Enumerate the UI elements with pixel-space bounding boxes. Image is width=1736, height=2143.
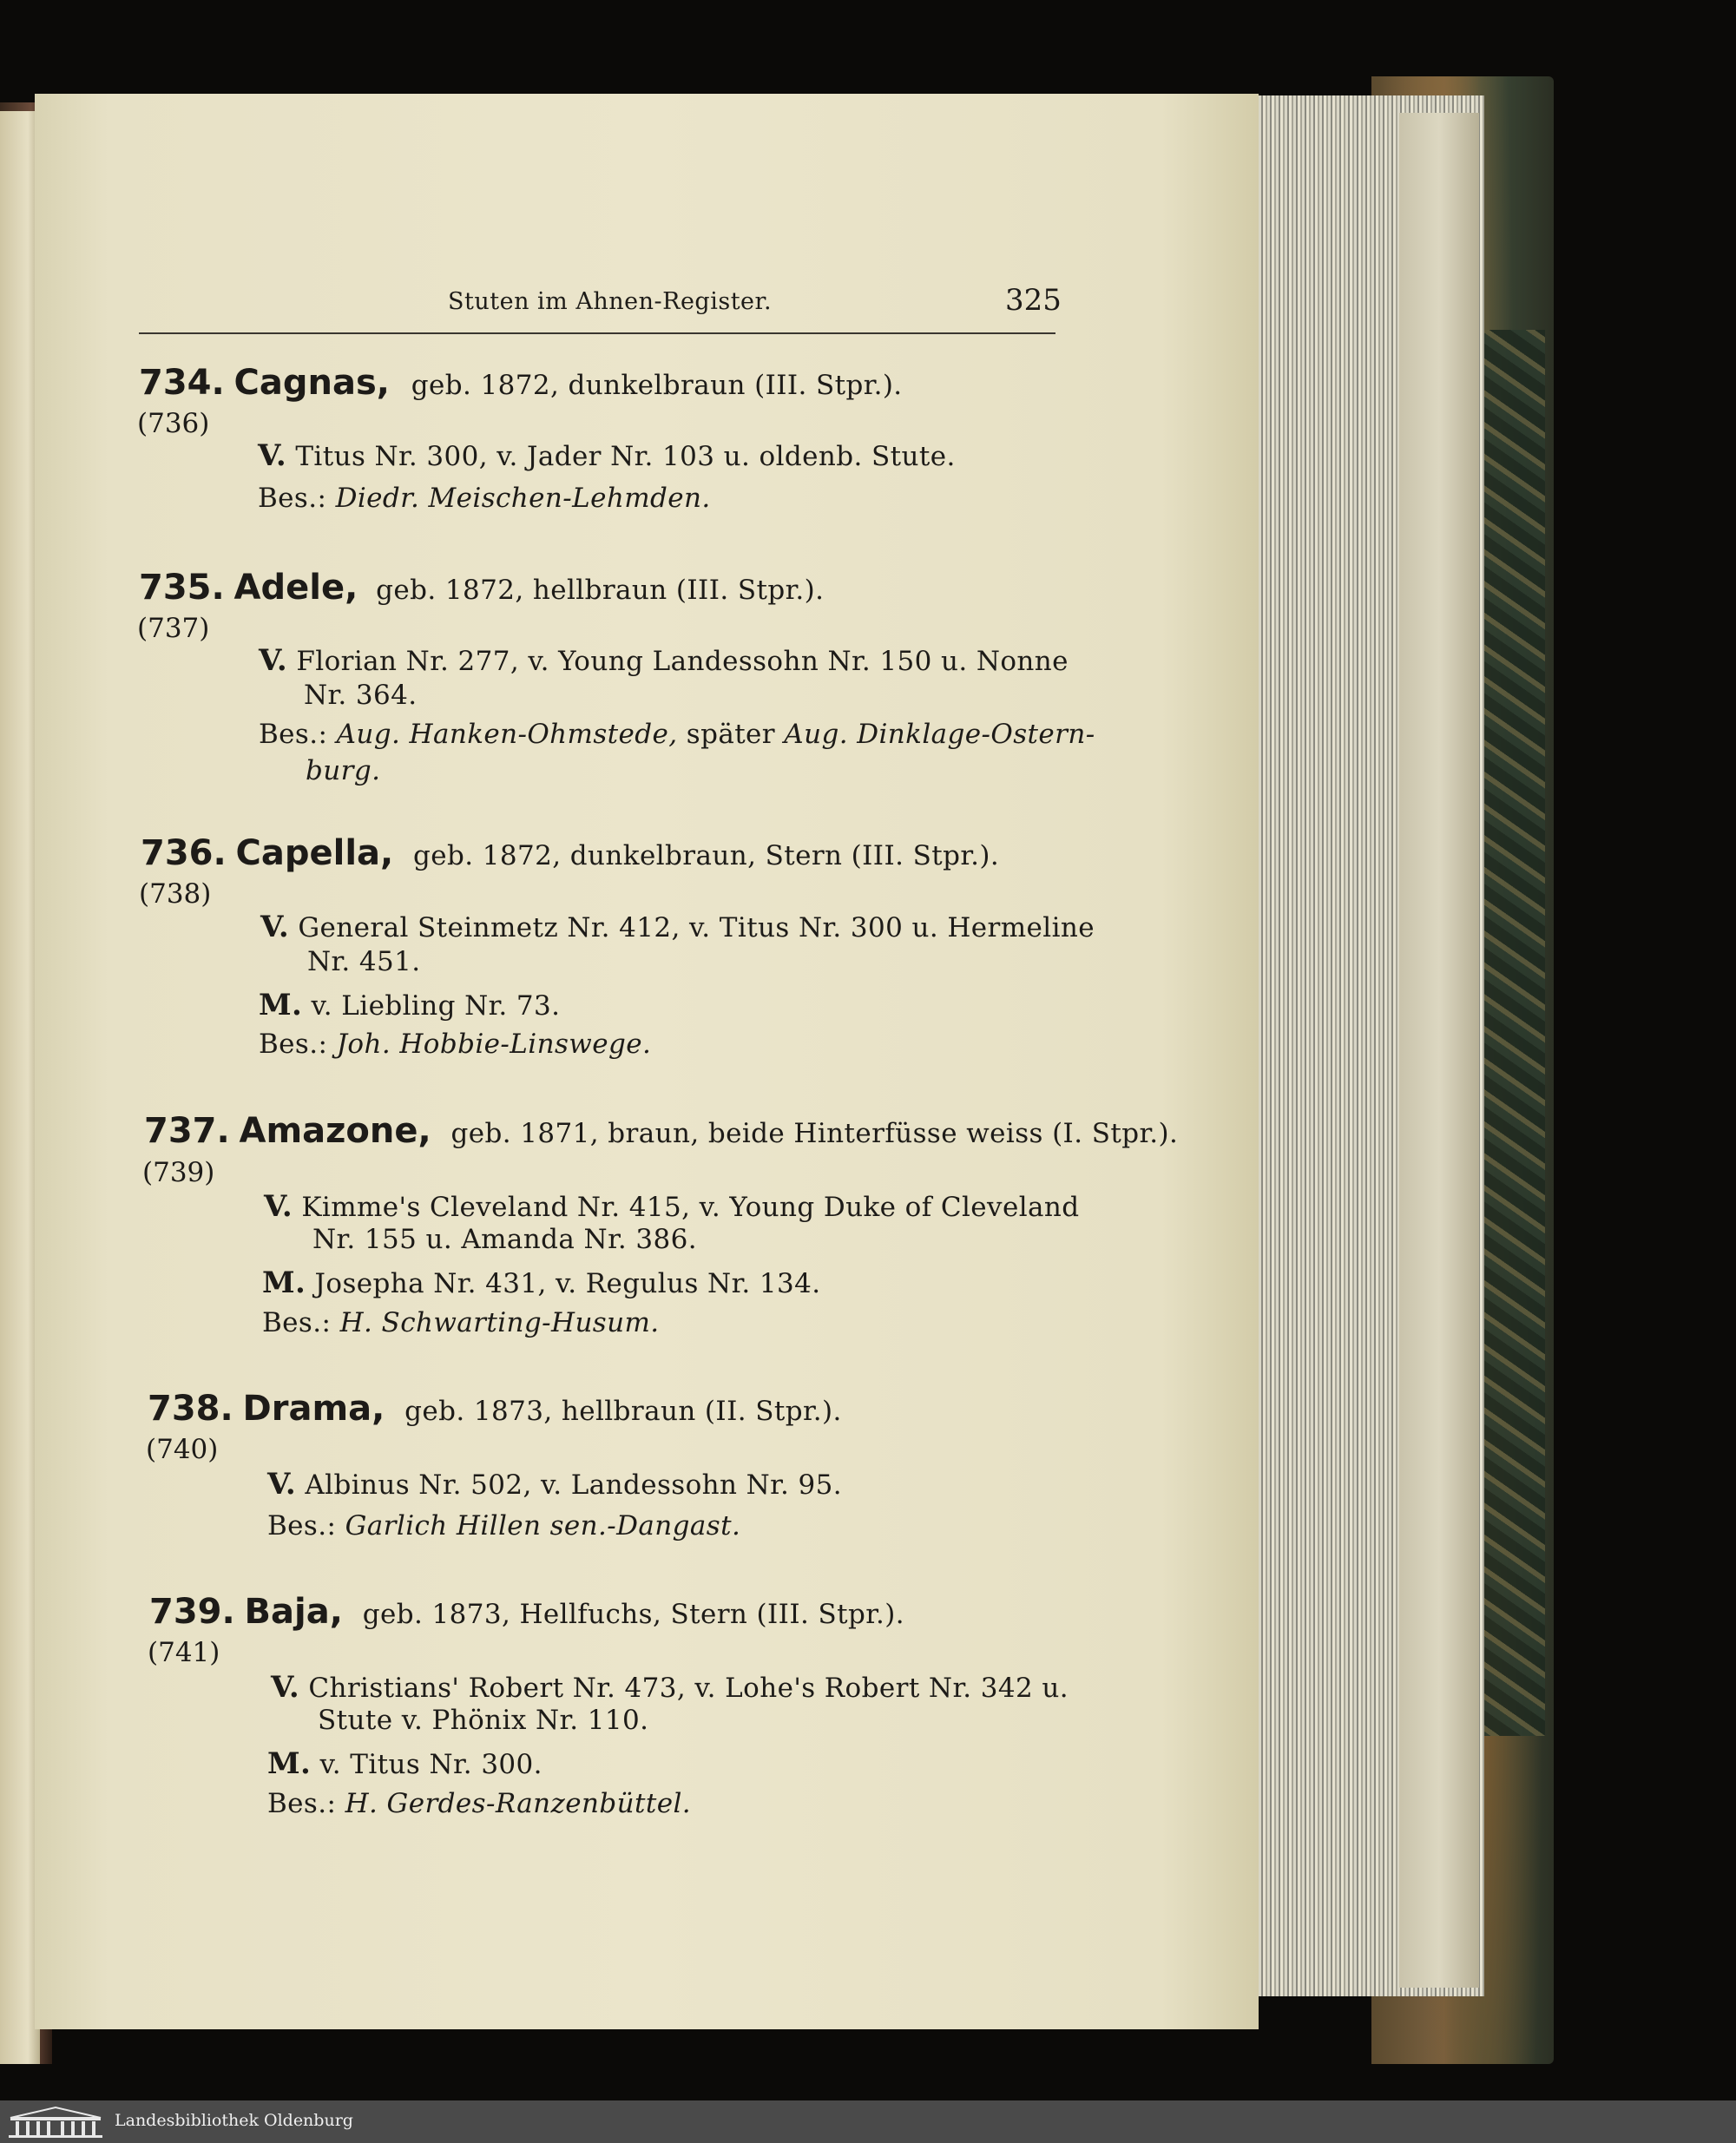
sire-line xyxy=(260,910,1095,944)
entry-details: geb. 1872, dunkelbraun (III. Stpr.). xyxy=(411,370,903,401)
owner-line xyxy=(267,1510,740,1542)
entry-number: 736. xyxy=(141,833,227,873)
owner-text: H. Gerdes-Ranzenbüttel. xyxy=(345,1788,692,1819)
entry-details: geb. 1871, braun, beide Hinterfüsse weiss (I. Stpr.). xyxy=(450,1118,1179,1149)
sire-line xyxy=(259,643,1069,678)
owner-text: Diedr. Meischen-Lehmden. xyxy=(335,483,711,514)
entry-number: 737. xyxy=(144,1111,230,1151)
owner-line xyxy=(258,483,711,514)
viewer-footer xyxy=(0,2100,1736,2143)
sire-label: V. xyxy=(260,910,290,944)
entry-heading xyxy=(149,1592,904,1632)
sire-text: Florian Nr. 277, v. Young Landessohn Nr. 150 u. Nonne xyxy=(296,646,1069,677)
entry-ref: (736) xyxy=(137,408,210,439)
owner-text: H. Schwarting-Husum. xyxy=(339,1307,660,1338)
entry-heading xyxy=(148,1389,842,1429)
entry-ref: (739) xyxy=(142,1157,215,1188)
library-name: Landesbibliothek Oldenburg xyxy=(115,2111,353,2130)
sire-text: Christians' Robert Nr. 473, v. Lohe's Robert Nr. 342 u. xyxy=(308,1673,1069,1704)
dam-line xyxy=(267,1746,542,1781)
entry-heading xyxy=(141,833,999,873)
owner-line xyxy=(262,1307,660,1338)
owner-text: Aug. Hanken-Ohmstede, xyxy=(336,719,678,750)
entry-ref: (740) xyxy=(146,1434,219,1465)
owner-label: Bes.: xyxy=(267,1510,337,1542)
sire-label: V. xyxy=(267,1467,297,1502)
sire-text: Albinus Nr. 502, v. Landessohn Nr. 95. xyxy=(305,1469,842,1501)
header-rule xyxy=(139,332,1055,334)
sire-label: V. xyxy=(258,438,287,473)
library-building-icon xyxy=(7,2106,104,2139)
running-head: Stuten im Ahnen-Register. xyxy=(448,288,773,315)
entry-ref: (741) xyxy=(148,1637,220,1668)
dam-text: v. Liebling Nr. 73. xyxy=(311,990,561,1022)
sire-label: V. xyxy=(271,1670,300,1705)
dam-label: M. xyxy=(259,988,303,1022)
owner-line xyxy=(259,1029,651,1060)
entry-ref: (737) xyxy=(137,613,210,644)
dam-line xyxy=(262,1265,821,1300)
owner-line xyxy=(259,719,1095,750)
sire-line xyxy=(264,1189,1080,1224)
sire-text: General Steinmetz Nr. 412, v. Titus Nr. 300 u. Hermeline xyxy=(298,912,1095,943)
owner-text: Garlich Hillen sen.-Dangast. xyxy=(345,1510,741,1542)
entry-details: geb. 1873, hellbraun (II. Stpr.). xyxy=(404,1396,842,1427)
dam-label: M. xyxy=(267,1746,312,1781)
sire-text: Kimme's Cleveland Nr. 415, v. Young Duke of Cleveland xyxy=(301,1192,1080,1223)
dam-line xyxy=(259,988,560,1022)
sire-line xyxy=(258,438,956,473)
sire-label: V. xyxy=(259,643,288,678)
entry-details: geb. 1872, dunkelbraun, Stern (III. Stpr.). xyxy=(413,840,1000,871)
entry-details: geb. 1873, Hellfuchs, Stern (III. Stpr.). xyxy=(362,1599,905,1630)
entry-heading xyxy=(139,363,903,403)
owner-line xyxy=(267,1788,691,1819)
dam-text: Josepha Nr. 431, v. Regulus Nr. 134. xyxy=(314,1268,821,1299)
dam-text: v. Titus Nr. 300. xyxy=(319,1749,542,1780)
entry-name: Adele, xyxy=(233,568,358,608)
sire-line xyxy=(271,1670,1069,1705)
owner-label: Bes.: xyxy=(259,1029,328,1060)
entry-name: Cagnas, xyxy=(233,363,390,403)
entry-name: Drama, xyxy=(242,1389,385,1429)
sire-text: Titus Nr. 300, v. Jader Nr. 103 u. oldenb. Stute. xyxy=(295,441,956,472)
page-number: 325 xyxy=(1005,283,1062,318)
marbled-cover-paper xyxy=(1476,330,1545,1736)
sire-line-cont: Nr. 451. xyxy=(307,946,421,977)
fore-edge xyxy=(1399,113,1479,1988)
dam-label: M. xyxy=(262,1265,306,1300)
owner-label: Bes.: xyxy=(258,483,327,514)
entry-number: 738. xyxy=(148,1389,233,1429)
entry-name: Capella, xyxy=(235,833,394,873)
sire-line xyxy=(267,1467,842,1502)
entry-name: Baja, xyxy=(244,1592,343,1632)
owner-connector: später xyxy=(686,719,776,750)
owner-line-cont: burg. xyxy=(306,755,381,786)
entry-heading xyxy=(139,568,824,608)
entry-number: 734. xyxy=(139,363,225,403)
owner-text-2: Aug. Dinklage-Ostern- xyxy=(784,719,1095,750)
owner-label: Bes.: xyxy=(267,1788,337,1819)
entry-heading xyxy=(144,1111,1178,1151)
entry-ref: (738) xyxy=(139,878,212,910)
owner-text: Joh. Hobbie-Linswege. xyxy=(336,1029,652,1060)
sire-line-cont: Nr. 155 u. Amanda Nr. 386. xyxy=(312,1224,698,1255)
sire-line-cont: Stute v. Phönix Nr. 110. xyxy=(318,1705,649,1736)
sire-line-cont: Nr. 364. xyxy=(304,680,418,711)
entry-name: Amazone, xyxy=(239,1111,431,1151)
entry-number: 739. xyxy=(149,1592,235,1632)
owner-label: Bes.: xyxy=(262,1307,332,1338)
owner-label: Bes.: xyxy=(259,719,328,750)
entry-number: 735. xyxy=(139,568,225,608)
entry-details: geb. 1872, hellbraun (III. Stpr.). xyxy=(376,575,825,606)
sire-label: V. xyxy=(264,1189,293,1224)
